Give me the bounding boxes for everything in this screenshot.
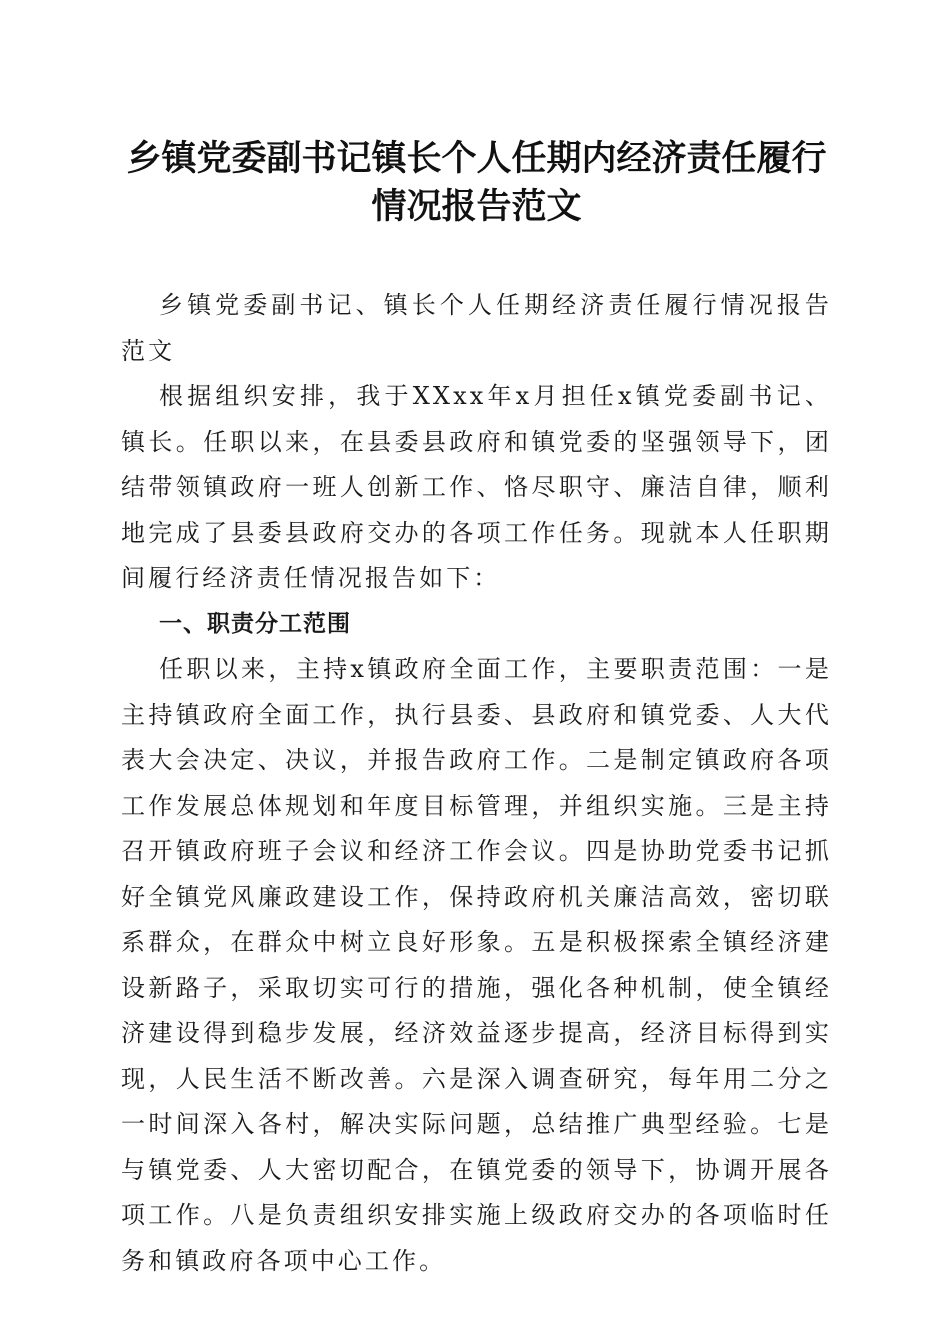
document-body xyxy=(121,283,832,1284)
intro-paragraph: 根据组织安排，我于XXxx年x月担任x镇党委副书记、镇长。任职以来，在县委县政府和镇党委的坚强领导下，团结带领镇政府一班人创新工作、恪尽职守、廉洁自律，顺利地完成了县委县政府交办的各项工作任务。现就本人任职期间履行经济责任情况报告如下： xyxy=(121,382,832,592)
document-title xyxy=(121,135,832,231)
section-1-heading: 一、职责分工范围 xyxy=(159,610,351,637)
title-line-2: 情况报告范文 xyxy=(371,186,582,227)
title-line-1: 乡镇党委副书记镇长个人任期内经济责任履行 xyxy=(126,138,827,179)
subtitle-paragraph: 乡镇党委副书记、镇长个人任期经济责任履行情况报告范文 xyxy=(121,291,832,365)
section-1-paragraph: 任职以来，主持x镇政府全面工作，主要职责范围：一是主持镇政府全面工作，执行县委、县政府和镇党委、人大代表大会决定、决议，并报告政府工作。二是制定镇政府各项工作发展总体规划和年度目标管理，并组织实施。三是主持召开镇政府班子会议和经济工作会议。四是协助党委书记抓好全镇党风廉政建设工作，保持政府机关廉洁高效，密切联系群众，在群众中树立良好形象。五是积极探索全镇经济建设新路子，采取切实可行的措施，强化各种机制，使全镇经济建设得到稳步发展，经济效益逐步提高，经济目标得到实现，人民生活不断改善。六是深入调查研究，每年用二分之一时间深入各村，解决实际问题，总结推广典型经验。七是与镇党委、人大密切配合，在镇党委的领导下，协调开展各项工作。八是负责组织安排实施上级政府交办的各项临时任务和镇政府各项中心工作。 xyxy=(121,655,832,1275)
